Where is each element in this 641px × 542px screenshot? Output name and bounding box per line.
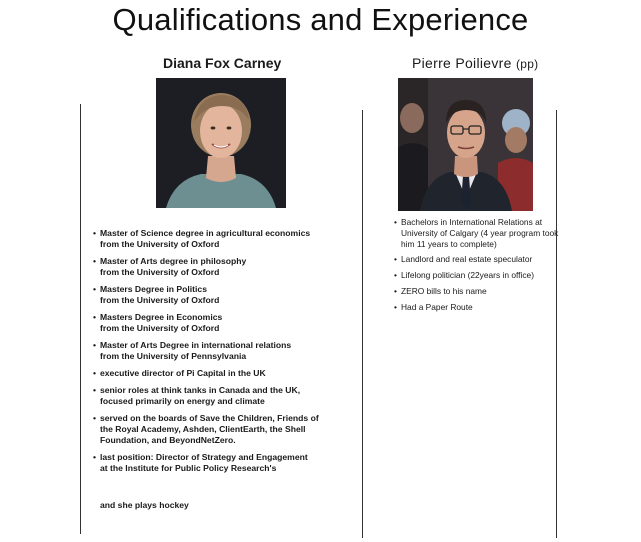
list-item	[93, 368, 333, 379]
left-portrait-photo	[156, 78, 286, 208]
item-line: Masters Degree in Economics	[100, 312, 223, 322]
right-person-name-suffix: (pp)	[515, 57, 539, 71]
item-line: from the University of Oxford	[100, 239, 220, 249]
bullet-icon: •	[93, 284, 97, 294]
item-line: Foundation, and BeyondNetZero.	[100, 435, 236, 445]
right-person-name	[412, 55, 538, 71]
bullet-icon: •	[93, 452, 97, 462]
bullet-icon: •	[93, 413, 97, 423]
bullet-icon: •	[394, 302, 397, 312]
woman-portrait-image	[156, 78, 286, 208]
list-item	[394, 286, 559, 297]
bullet-icon: •	[93, 385, 97, 395]
bullet-icon: •	[394, 254, 397, 264]
right-person-name-text: Pierre Poilievre	[412, 55, 512, 71]
list-item	[93, 284, 333, 306]
item-line: Had a Paper Route	[401, 302, 473, 312]
list-item	[394, 302, 559, 313]
item-line: Master of Arts degree in philosophy	[100, 256, 247, 266]
item-line: Masters Degree in Politics	[100, 284, 207, 294]
bullet-icon: •	[394, 217, 397, 227]
bullet-icon: •	[93, 340, 97, 350]
item-line: served on the boards of Save the Children, Friends of	[100, 413, 319, 423]
bullet-icon: •	[93, 368, 97, 378]
item-line: from the University of Oxford	[100, 323, 220, 333]
item-line: last position: Director of Strategy and Engagement	[100, 452, 308, 462]
closing-note: and she plays hockey	[100, 500, 189, 510]
bullet-icon: •	[93, 256, 97, 266]
item-line: from the University of Pennsylvania	[100, 351, 247, 361]
page-title: Qualifications and Experience	[112, 2, 529, 37]
man-portrait-image	[398, 78, 533, 211]
bullet-icon: •	[394, 286, 397, 296]
list-item	[93, 312, 333, 334]
item-line: focused primarily on energy and climate	[100, 396, 265, 406]
list-item	[93, 385, 333, 407]
right-qualifications-list	[394, 217, 559, 318]
list-item	[93, 452, 333, 474]
list-item	[394, 217, 559, 250]
left-person-name: Diana Fox Carney	[163, 55, 282, 71]
list-item	[93, 413, 333, 446]
list-item	[93, 340, 333, 362]
item-line: senior roles at think tanks in Canada and the UK,	[100, 385, 301, 395]
bullet-icon: •	[93, 228, 97, 238]
item-line: Landlord and real estate speculator	[401, 254, 533, 264]
item-line: from the University of Oxford	[100, 295, 220, 305]
bullet-icon: •	[394, 270, 397, 280]
item-line: at the Institute for Public Policy Research's	[100, 463, 277, 473]
left-divider-line	[80, 104, 81, 534]
left-qualifications-list	[93, 228, 333, 480]
list-item	[394, 254, 559, 265]
item-line: ZERO bills to his name	[401, 286, 487, 296]
right-portrait-photo	[398, 78, 533, 211]
right-divider-line	[556, 110, 557, 538]
item-line: Master of Science degree in agricultural economics	[100, 228, 311, 238]
item-line: Master of Arts Degree in international relations	[100, 340, 292, 350]
bullet-icon: •	[93, 312, 97, 322]
item-line: Lifelong politician (22years in office)	[401, 270, 534, 280]
list-item	[93, 228, 333, 250]
item-line: him 11 years to complete)	[401, 239, 497, 249]
item-line: from the University of Oxford	[100, 267, 220, 277]
item-line: the Royal Academy, Ashden, ClientEarth, the Shell	[100, 424, 306, 434]
center-divider-line	[362, 110, 363, 538]
item-line: Bachelors in International Relations at	[401, 217, 543, 227]
item-line: executive director of Pi Capital in the UK	[100, 368, 266, 378]
item-line: University of Calgary (4 year program took	[401, 228, 559, 238]
list-item	[93, 256, 333, 278]
list-item	[394, 270, 559, 281]
